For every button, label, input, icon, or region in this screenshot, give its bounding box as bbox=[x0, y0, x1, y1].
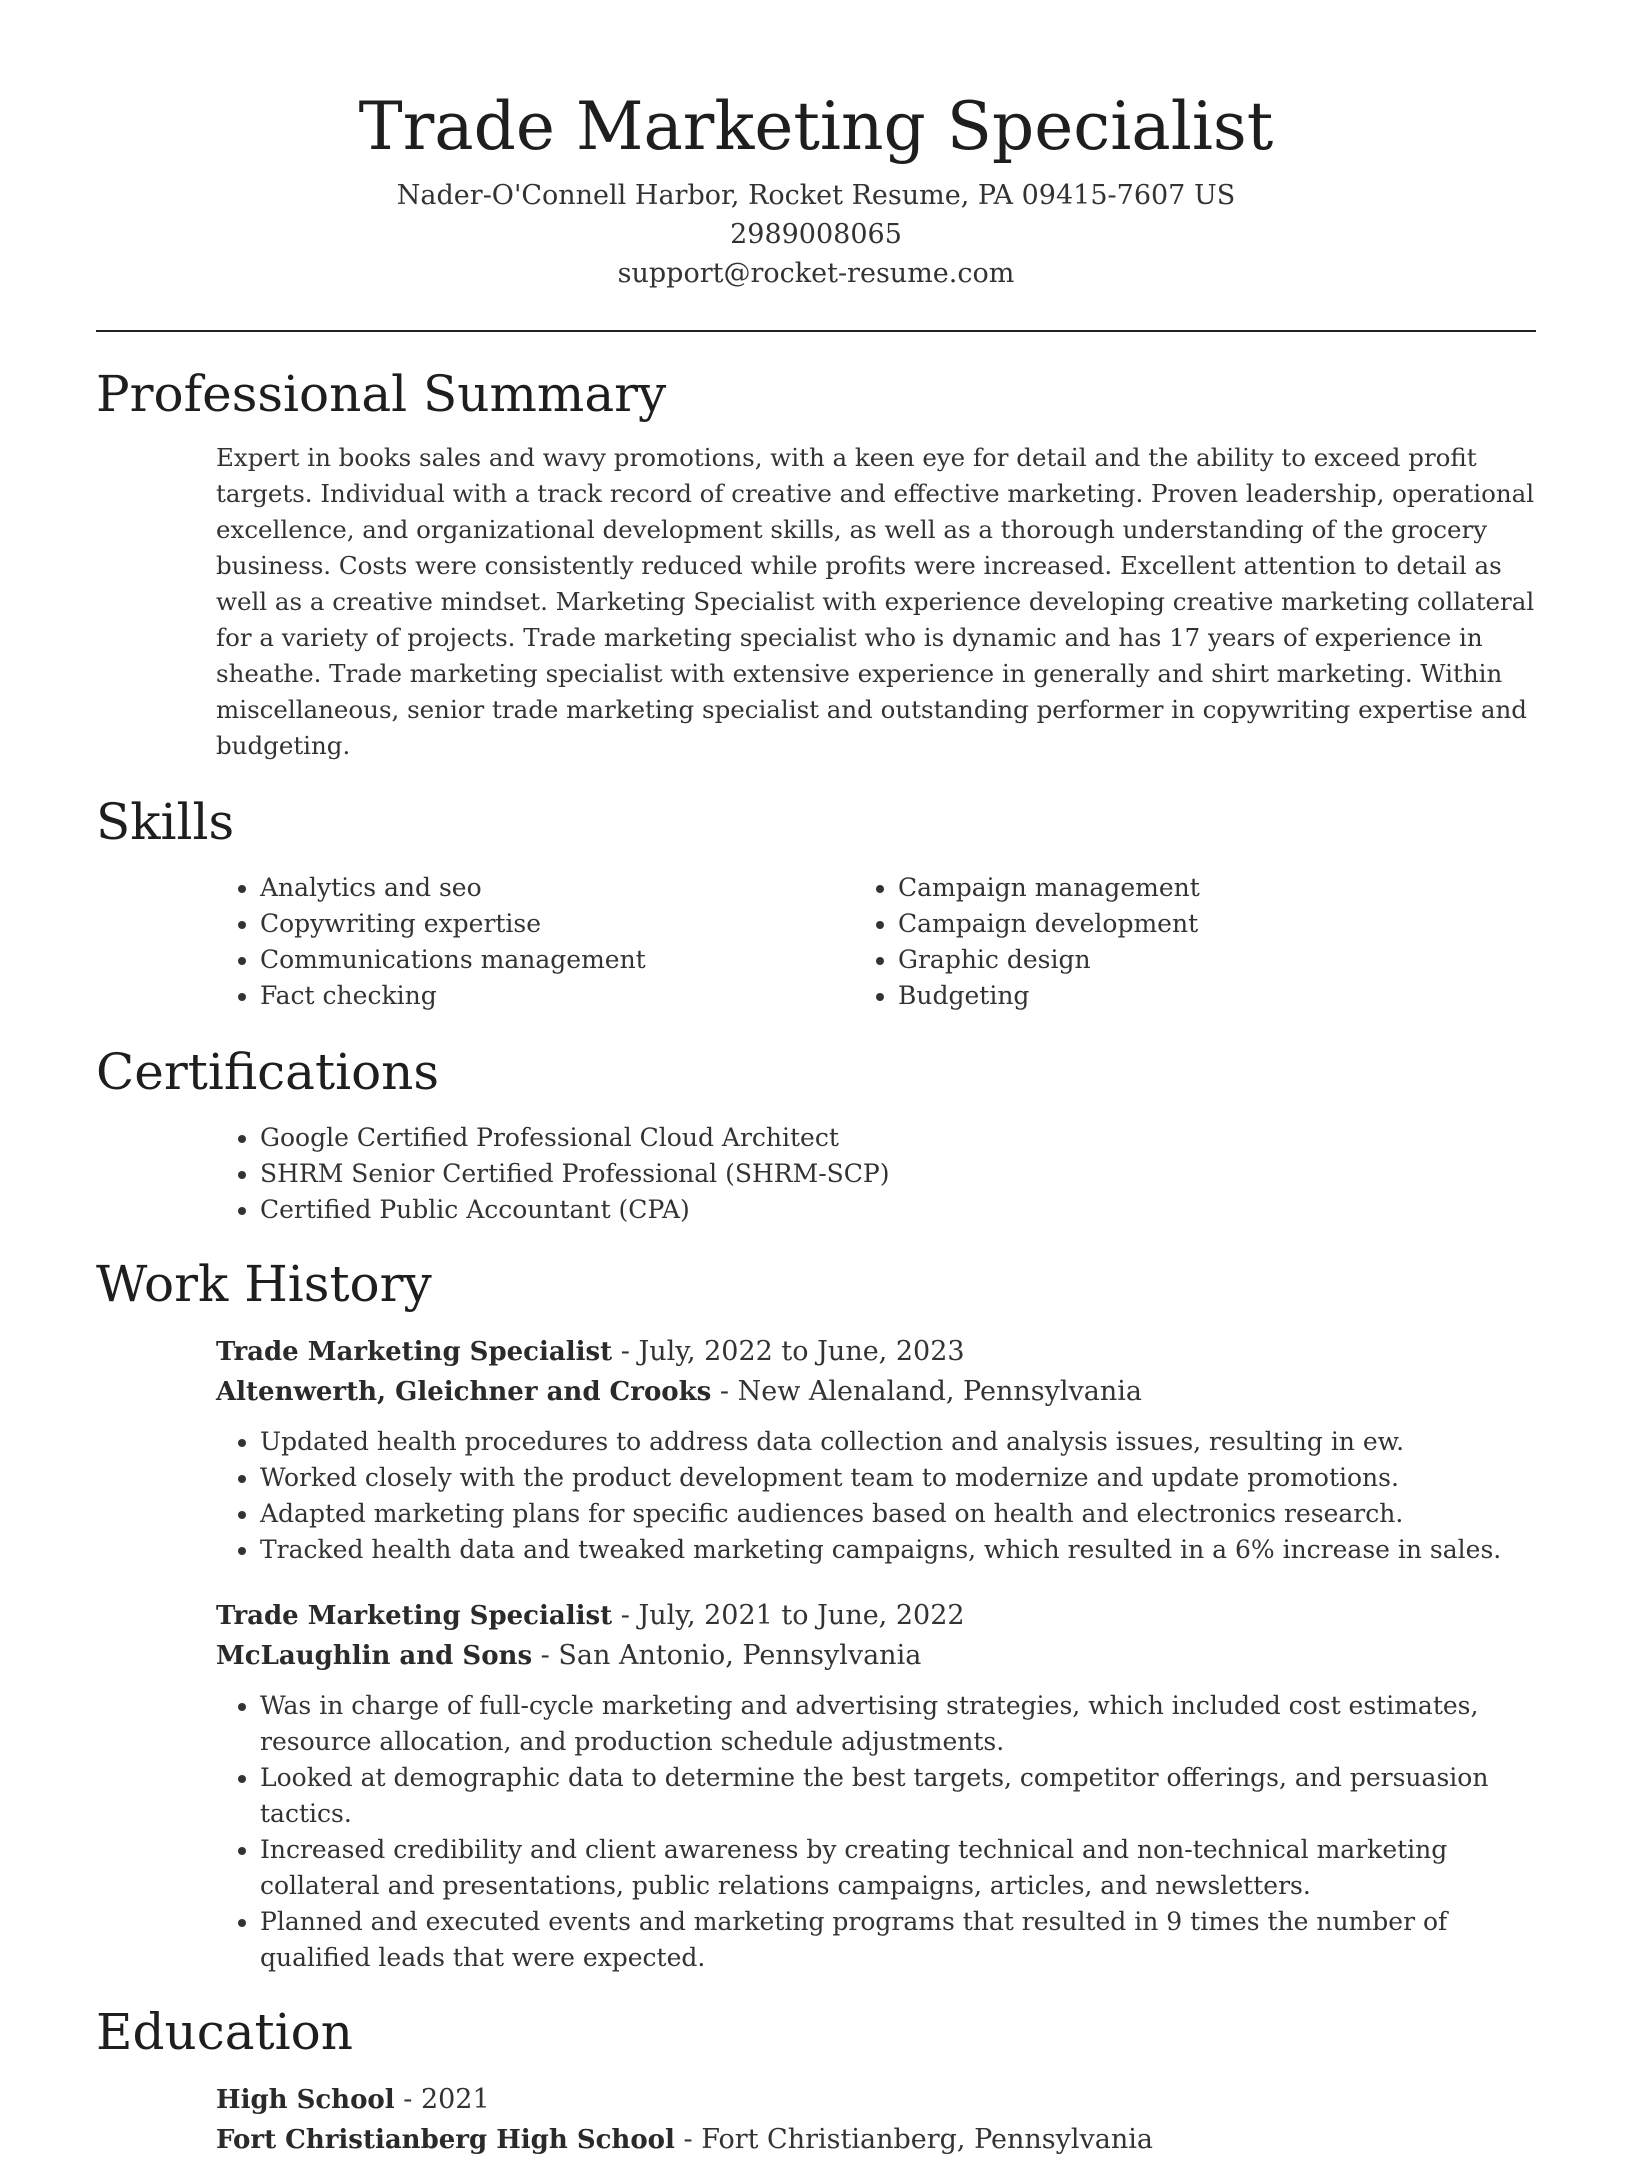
education-degree-line bbox=[216, 2080, 1536, 2120]
job-company: McLaughlin and Sons bbox=[216, 1641, 533, 1671]
separator: - bbox=[394, 2084, 421, 2115]
skill-item: • Analytics and seo bbox=[260, 870, 898, 906]
job-bullets bbox=[216, 1688, 1536, 1976]
skill-item: • Communications management bbox=[260, 942, 898, 978]
skills-list-left bbox=[96, 870, 898, 1014]
resume-header bbox=[96, 0, 1536, 293]
job-entry bbox=[216, 1596, 1536, 1976]
job-bullet: • Looked at demographic data to determine the best targets, competitor offerings, and persuasion tactics. bbox=[260, 1760, 1536, 1832]
contact-phone: 2989008065 bbox=[730, 219, 902, 250]
certification-item: • SHRM Senior Certified Professional (SHRM-SCP) bbox=[260, 1156, 1536, 1192]
education-location: Fort Christianberg, Pennsylvania bbox=[701, 2124, 1154, 2155]
education-year: 2021 bbox=[420, 2084, 490, 2115]
section-title-summary: Professional Summary bbox=[96, 365, 667, 423]
job-bullets bbox=[216, 1424, 1536, 1568]
skill-item: • Graphic design bbox=[898, 942, 1536, 978]
skill-item: • Campaign management bbox=[898, 870, 1536, 906]
skill-item: • Budgeting bbox=[898, 978, 1536, 1014]
job-bullet: • Planned and executed events and marketing programs that resulted in 9 times the number of qualified leads that were expected. bbox=[260, 1904, 1536, 1976]
job-role-line bbox=[216, 1596, 1536, 1636]
job-dates: July, 2022 to June, 2023 bbox=[638, 1336, 965, 1367]
skill-item: • Fact checking bbox=[260, 978, 898, 1014]
separator: - bbox=[532, 1640, 559, 1671]
job-location: San Antonio, Pennsylvania bbox=[558, 1640, 922, 1671]
contact-email: support@rocket-resume.com bbox=[617, 258, 1015, 289]
separator: - bbox=[612, 1336, 639, 1367]
skill-item: • Campaign development bbox=[898, 906, 1536, 942]
job-role: Trade Marketing Specialist bbox=[216, 1337, 613, 1367]
job-bullet: • Worked closely with the product development team to modernize and update promotions. bbox=[260, 1460, 1536, 1496]
job-bullet: • Adapted marketing plans for specific audiences based on health and electronics research. bbox=[260, 1496, 1536, 1532]
job-bullet: • Increased credibility and client awareness by creating technical and non-technical marketing collateral and presentations, public relations campaigns, articles, and newsletters. bbox=[260, 1832, 1536, 1904]
job-company-line bbox=[216, 1372, 1536, 1412]
certification-item: • Google Certified Professional Cloud Architect bbox=[260, 1120, 1536, 1156]
contact-address: Nader-O'Connell Harbor, Rocket Resume, PA 09415-7607 US bbox=[396, 180, 1236, 211]
job-location: New Alenaland, Pennsylvania bbox=[737, 1376, 1142, 1407]
job-entry bbox=[216, 1332, 1536, 1568]
section-title-skills: Skills bbox=[96, 793, 235, 851]
section-title-work-history: Work History bbox=[96, 1255, 432, 1313]
certification-item: • Certified Public Accountant (CPA) bbox=[260, 1192, 1536, 1228]
contact-info bbox=[96, 176, 1536, 293]
skills-grid bbox=[96, 870, 1536, 1014]
separator: - bbox=[711, 1376, 738, 1407]
job-bullet: • Updated health procedures to address data collection and analysis issues, resulting in ew. bbox=[260, 1424, 1536, 1460]
resume-page bbox=[96, 0, 1536, 2160]
job-bullet: • Tracked health data and tweaked marketing campaigns, which resulted in a 6% increase in sales. bbox=[260, 1532, 1536, 1568]
job-bullet: • Was in charge of full-cycle marketing and advertising strategies, which included cost estimates, resource allocation, and production schedule adjustments. bbox=[260, 1688, 1536, 1760]
education-school: Fort Christianberg High School bbox=[216, 2125, 675, 2155]
section-title-certifications: Certifications bbox=[96, 1043, 440, 1101]
job-dates: July, 2021 to June, 2022 bbox=[638, 1600, 965, 1631]
header-divider bbox=[96, 330, 1536, 332]
separator: - bbox=[674, 2124, 702, 2155]
section-title-education: Education bbox=[96, 2003, 353, 2061]
certifications-list bbox=[96, 1120, 1536, 1228]
education-degree: High School bbox=[216, 2085, 395, 2115]
job-company-line bbox=[216, 1636, 1536, 1676]
summary-text: Expert in books sales and wavy promotions, with a keen eye for detail and the ability to exceed profit targets. Individual with a track record of creative and effective marketing. Proven leadership, operational excellence, and organizational development skills, as well as a thorough understanding of the grocery business. Costs were consistently reduced while profits were increased. Excellent attention to detail as well as a creative mindset. Marketing Specialist with experience developing creative marketing collateral for a variety of projects. Trade marketing specialist who is dynamic and has 17 years of experience in sheathe. Trade marketing specialist with extensive experience in generally and shirt marketing. Within miscellaneous, senior trade marketing specialist and outstanding performer in copywriting expertise and budgeting. bbox=[216, 443, 1535, 760]
job-role-line bbox=[216, 1332, 1536, 1372]
education-entry bbox=[216, 2080, 1536, 2160]
skills-list-right bbox=[898, 870, 1536, 1014]
education-school-line bbox=[216, 2120, 1536, 2160]
resume-title: Trade Marketing Specialist bbox=[358, 88, 1274, 165]
skill-item: • Copywriting expertise bbox=[260, 906, 898, 942]
job-company: Altenwerth, Gleichner and Crooks bbox=[216, 1377, 712, 1407]
job-role: Trade Marketing Specialist bbox=[216, 1601, 613, 1631]
separator: - bbox=[612, 1600, 639, 1631]
